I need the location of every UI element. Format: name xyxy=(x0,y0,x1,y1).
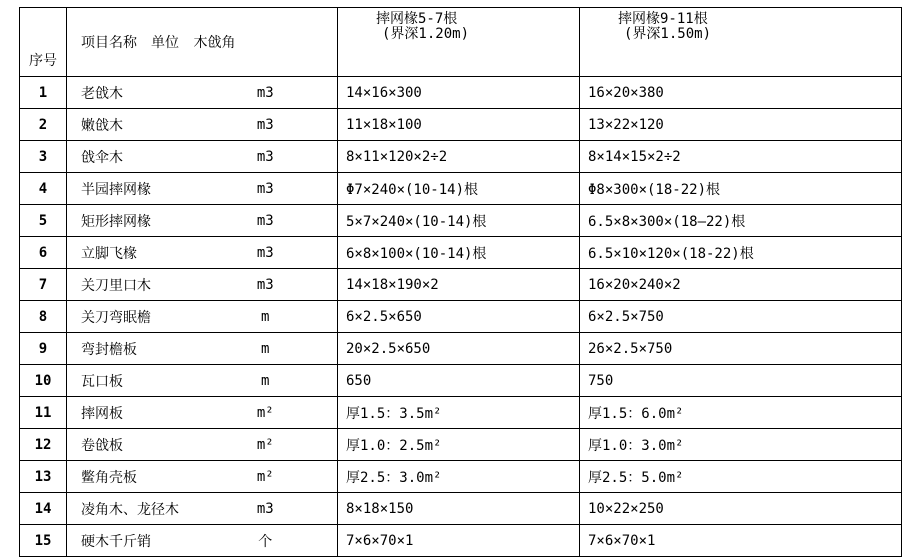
row-name: 瓦口板 xyxy=(67,365,194,397)
header-col2-line1: 摔网椽9-11根 xyxy=(618,11,708,27)
row-unit: m3 xyxy=(194,205,338,237)
header-material-label: 木戗角 xyxy=(193,35,236,51)
row-value-col1: 14×16×300 xyxy=(338,77,580,109)
row-value-col1: 8×18×150 xyxy=(338,493,580,525)
row-value-col1: 650 xyxy=(338,365,580,397)
header-name xyxy=(67,8,194,77)
row-value-col2: 厚1.5：6.0m² xyxy=(580,397,902,429)
row-value-col1: 6×8×100×(10-14)根 xyxy=(338,237,580,269)
row-unit: m² xyxy=(194,397,338,429)
row-name: 关刀里口木 xyxy=(67,269,194,301)
row-no: 5 xyxy=(20,205,67,237)
header-col1-line1: 摔网椽5-7根 xyxy=(376,11,458,27)
table-row xyxy=(20,109,902,141)
row-value-col2: Φ8×300×(18-22)根 xyxy=(580,173,902,205)
row-name: 弯封檐板 xyxy=(67,333,194,365)
row-no: 8 xyxy=(20,301,67,333)
row-name: 老戗木 xyxy=(67,77,194,109)
table-row xyxy=(20,365,902,397)
row-no: 7 xyxy=(20,269,67,301)
row-no: 13 xyxy=(20,461,67,493)
row-value-col2: 8×14×15×2÷2 xyxy=(580,141,902,173)
table-row xyxy=(20,269,902,301)
row-value-col1: 5×7×240×(10-14)根 xyxy=(338,205,580,237)
row-value-col2: 16×20×380 xyxy=(580,77,902,109)
row-value-col1: Φ7×240×(10-14)根 xyxy=(338,173,580,205)
row-no: 4 xyxy=(20,173,67,205)
row-unit: m xyxy=(194,333,338,365)
row-name: 立脚飞椽 xyxy=(67,237,194,269)
row-unit: m² xyxy=(194,429,338,461)
header-col2 xyxy=(580,8,902,77)
table-row xyxy=(20,397,902,429)
row-value-col2: 13×22×120 xyxy=(580,109,902,141)
row-no: 15 xyxy=(20,525,67,557)
row-unit: m xyxy=(194,365,338,397)
header-name-label: 项目名称 xyxy=(81,35,137,51)
row-name: 硬木千斤销 xyxy=(67,525,194,557)
row-value-col2: 6.5×10×120×(18-22)根 xyxy=(580,237,902,269)
header-col2-line2: (界深1.50m) xyxy=(624,26,712,42)
row-value-col2: 10×22×250 xyxy=(580,493,902,525)
row-value-col2: 6.5×8×300×(18—22)根 xyxy=(580,205,902,237)
row-unit: m3 xyxy=(194,237,338,269)
row-name: 关刀弯眠檐 xyxy=(67,301,194,333)
header-col1 xyxy=(338,8,580,77)
row-unit: m² xyxy=(194,461,338,493)
row-name: 卷戗板 xyxy=(67,429,194,461)
row-value-col1: 6×2.5×650 xyxy=(338,301,580,333)
table-row xyxy=(20,205,902,237)
row-no: 9 xyxy=(20,333,67,365)
row-no: 6 xyxy=(20,237,67,269)
row-value-col1: 厚1.5：3.5m² xyxy=(338,397,580,429)
row-no: 12 xyxy=(20,429,67,461)
row-unit: m xyxy=(194,301,338,333)
row-unit: m3 xyxy=(194,141,338,173)
row-unit: m3 xyxy=(194,109,338,141)
row-value-col1: 厚1.0：2.5m² xyxy=(338,429,580,461)
row-unit: m3 xyxy=(194,173,338,205)
row-no: 2 xyxy=(20,109,67,141)
header-no: 序号 xyxy=(20,8,67,77)
row-no: 10 xyxy=(20,365,67,397)
table-row xyxy=(20,301,902,333)
row-name: 摔网板 xyxy=(67,397,194,429)
row-no: 3 xyxy=(20,141,67,173)
row-name: 半园摔网椽 xyxy=(67,173,194,205)
row-unit: m3 xyxy=(194,493,338,525)
header-row xyxy=(20,8,902,77)
row-unit: m3 xyxy=(194,77,338,109)
row-value-col1: 20×2.5×650 xyxy=(338,333,580,365)
row-name: 嫩戗木 xyxy=(67,109,194,141)
row-value-col2: 26×2.5×750 xyxy=(580,333,902,365)
row-value-col2: 7×6×70×1 xyxy=(580,525,902,557)
table-row xyxy=(20,77,902,109)
table-row xyxy=(20,525,902,557)
row-value-col2: 750 xyxy=(580,365,902,397)
table-body xyxy=(20,8,902,557)
row-unit: 个 xyxy=(194,525,338,557)
row-value-col2: 6×2.5×750 xyxy=(580,301,902,333)
spec-table xyxy=(19,7,902,557)
row-name: 凌角木、龙径木 xyxy=(67,493,194,525)
row-value-col1: 7×6×70×1 xyxy=(338,525,580,557)
row-name: 矩形摔网椽 xyxy=(67,205,194,237)
row-value-col2: 16×20×240×2 xyxy=(580,269,902,301)
table-row xyxy=(20,493,902,525)
row-value-col2: 厚1.0：3.0m² xyxy=(580,429,902,461)
row-name: 鳖角壳板 xyxy=(67,461,194,493)
table-row xyxy=(20,141,902,173)
header-col1-line2: (界深1.20m) xyxy=(382,26,470,42)
header-material xyxy=(194,8,338,77)
row-value-col1: 厚2.5：3.0m² xyxy=(338,461,580,493)
table-row xyxy=(20,173,902,205)
row-no: 11 xyxy=(20,397,67,429)
row-value-col1: 11×18×100 xyxy=(338,109,580,141)
row-no: 14 xyxy=(20,493,67,525)
table-row xyxy=(20,333,902,365)
row-value-col1: 8×11×120×2÷2 xyxy=(338,141,580,173)
row-no: 1 xyxy=(20,77,67,109)
table-row xyxy=(20,237,902,269)
row-value-col2: 厚2.5：5.0m² xyxy=(580,461,902,493)
header-unit-label: 单位 xyxy=(151,35,179,51)
row-value-col1: 14×18×190×2 xyxy=(338,269,580,301)
row-unit: m3 xyxy=(194,269,338,301)
table-row xyxy=(20,461,902,493)
row-name: 戗伞木 xyxy=(67,141,194,173)
table-row xyxy=(20,429,902,461)
